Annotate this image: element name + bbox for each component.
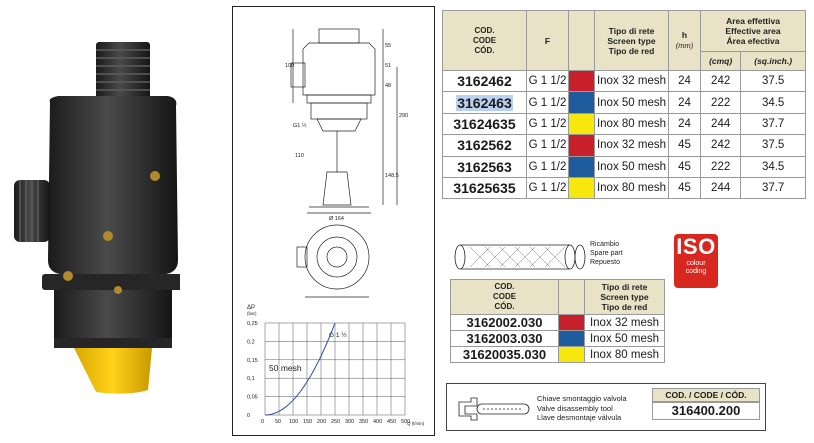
dim-label: 51: [385, 63, 392, 69]
connection-size: G 1 1/2: [527, 113, 569, 134]
h-value: 24: [669, 92, 701, 113]
h-value: 45: [669, 156, 701, 177]
header-h-unit: (mm): [675, 41, 694, 50]
connection-size: G 1 1/2: [527, 177, 569, 198]
h-value: 45: [669, 177, 701, 198]
color-swatch: [569, 92, 595, 113]
curve-label: G 1 ½: [329, 332, 347, 339]
x-tick-label: 150: [303, 419, 313, 425]
area-cmq: 242: [701, 71, 741, 92]
header-cmq: (cmq): [701, 52, 741, 71]
area-cmq: 222: [701, 156, 741, 177]
table-row: [443, 177, 806, 198]
spare-code[interactable]: 3162003.030: [451, 331, 559, 347]
spare-color-swatch: [559, 347, 585, 363]
spare-row: [451, 315, 665, 331]
dim-label: 148,5: [385, 173, 399, 179]
y-tick-label: 0,1: [247, 376, 255, 383]
x-tick-label: 200: [317, 419, 327, 425]
spare-header-type: Tipo di rete Screen type Tipo de red: [585, 280, 665, 315]
color-swatch: [569, 71, 595, 92]
area-cmq: 222: [701, 92, 741, 113]
x-tick-label: 300: [345, 419, 355, 425]
screen-type: Inox 50 mesh: [595, 92, 669, 113]
spare-part-label: Ricambio Spare part Repuesto: [590, 241, 623, 266]
header-h-label: h: [681, 30, 688, 40]
x-tick-label: 100: [289, 419, 299, 425]
table-row: [443, 156, 806, 177]
product-table: [442, 10, 806, 199]
header-code: COD. CODE CÓD.: [443, 11, 527, 71]
spare-screen-type: Inox 50 mesh: [585, 331, 665, 347]
header-sqin: (sq.inch.): [741, 52, 806, 71]
x-unit: Q (l/min): [407, 421, 425, 426]
spare-part-table: [450, 279, 665, 363]
table-row: [443, 71, 806, 92]
spare-header-code: COD. CODE CÓD.: [451, 280, 559, 315]
x-tick-label: 350: [359, 419, 369, 425]
y-tick-label: 0,15: [247, 357, 258, 364]
dim-label: G1 ½: [293, 123, 307, 129]
h-value: 24: [669, 113, 701, 134]
area-cmq: 242: [701, 135, 741, 156]
area-sqin: 34.5: [741, 156, 806, 177]
wrench-icon: [455, 394, 545, 424]
valve-tool-panel: [446, 383, 766, 431]
color-swatch: [569, 156, 595, 177]
dim-label: 290: [399, 113, 409, 119]
x-tick-label: 500: [401, 419, 411, 425]
spare-screen-illustration: [450, 237, 662, 277]
table-row: [443, 113, 806, 134]
product-code[interactable]: 3162463: [443, 92, 527, 113]
valve-tool-code-header: COD. / CODE / CÓD.: [652, 388, 760, 402]
x-tick-label: 50: [275, 419, 282, 425]
product-code[interactable]: 3162462: [443, 71, 527, 92]
table-row: [443, 135, 806, 156]
area-cmq: 244: [701, 177, 741, 198]
iso-title: ISO: [676, 234, 716, 259]
dim-label: 110: [295, 153, 304, 159]
connection-size: G 1 1/2: [527, 135, 569, 156]
spare-code[interactable]: 3162002.030: [451, 315, 559, 331]
product-code[interactable]: 31625635: [443, 177, 527, 198]
connection-size: G 1 1/2: [527, 71, 569, 92]
screen-type: Inox 50 mesh: [595, 156, 669, 177]
screen-type: Inox 32 mesh: [595, 135, 669, 156]
color-swatch: [569, 135, 595, 156]
y-tick-label: 0,25: [247, 321, 258, 327]
spare-row: [451, 331, 665, 347]
iso-subtitle: colour coding: [685, 260, 707, 275]
area-sqin: 37.5: [741, 71, 806, 92]
mesh-label: 50 mesh: [269, 363, 302, 373]
valve-tool-code: 316400.200: [652, 402, 760, 420]
pressure-drop-chart: [233, 297, 436, 437]
screen-type: Inox 80 mesh: [595, 113, 669, 134]
screen-type: Inox 32 mesh: [595, 71, 669, 92]
y-tick-label: 0,2: [247, 339, 255, 346]
product-code[interactable]: 3162563: [443, 156, 527, 177]
spare-code[interactable]: 31620035.030: [451, 347, 559, 363]
y-unit: ΔP: [247, 305, 256, 311]
iso-colour-coding-badge: [674, 234, 718, 288]
spare-screen-type: Inox 32 mesh: [585, 315, 665, 331]
technical-drawing-panel: [232, 6, 435, 436]
header-color: [569, 11, 595, 71]
spare-color-swatch: [559, 331, 585, 347]
x-tick-label: 450: [387, 419, 397, 425]
product-code[interactable]: 3162562: [443, 135, 527, 156]
x-tick-label: 250: [331, 419, 341, 425]
area-sqin: 34.5: [741, 92, 806, 113]
header-h: [669, 11, 701, 71]
spare-color-swatch: [559, 315, 585, 331]
product-code[interactable]: 31624635: [443, 113, 527, 134]
y-tick-label: 0,05: [247, 394, 258, 401]
product-photo: [8, 40, 180, 396]
header-area: Area effettiva Effective area Área efectiva: [701, 11, 806, 52]
y-unit-2: (bar): [247, 311, 257, 316]
x-tick-label: 0: [261, 419, 265, 425]
connection-size: G 1 1/2: [527, 92, 569, 113]
valve-tool-label: Chiave smontaggio valvola Valve disassembly tool Llave desmontaje válvula: [537, 394, 627, 422]
color-swatch: [569, 177, 595, 198]
header-type: Tipo di rete Screen type Tipo de red: [595, 11, 669, 71]
color-swatch: [569, 113, 595, 134]
dim-label: Ø 164: [329, 216, 344, 222]
area-cmq: 244: [701, 113, 741, 134]
area-sqin: 37.5: [741, 135, 806, 156]
spare-screen-type: Inox 80 mesh: [585, 347, 665, 363]
x-tick-label: 400: [373, 419, 383, 425]
screen-type: Inox 80 mesh: [595, 177, 669, 198]
dim-label: 48: [385, 83, 392, 89]
y-tick-label: 0: [247, 413, 251, 419]
area-sqin: 37.7: [741, 113, 806, 134]
spare-header-color: [559, 280, 585, 315]
dim-label: 55: [385, 43, 392, 49]
table-row: [443, 92, 806, 113]
header-f: F: [527, 11, 569, 71]
h-value: 45: [669, 135, 701, 156]
connection-size: G 1 1/2: [527, 156, 569, 177]
area-sqin: 37.7: [741, 177, 806, 198]
dim-label: 100: [285, 63, 295, 69]
h-value: 24: [669, 71, 701, 92]
spare-row: [451, 347, 665, 363]
